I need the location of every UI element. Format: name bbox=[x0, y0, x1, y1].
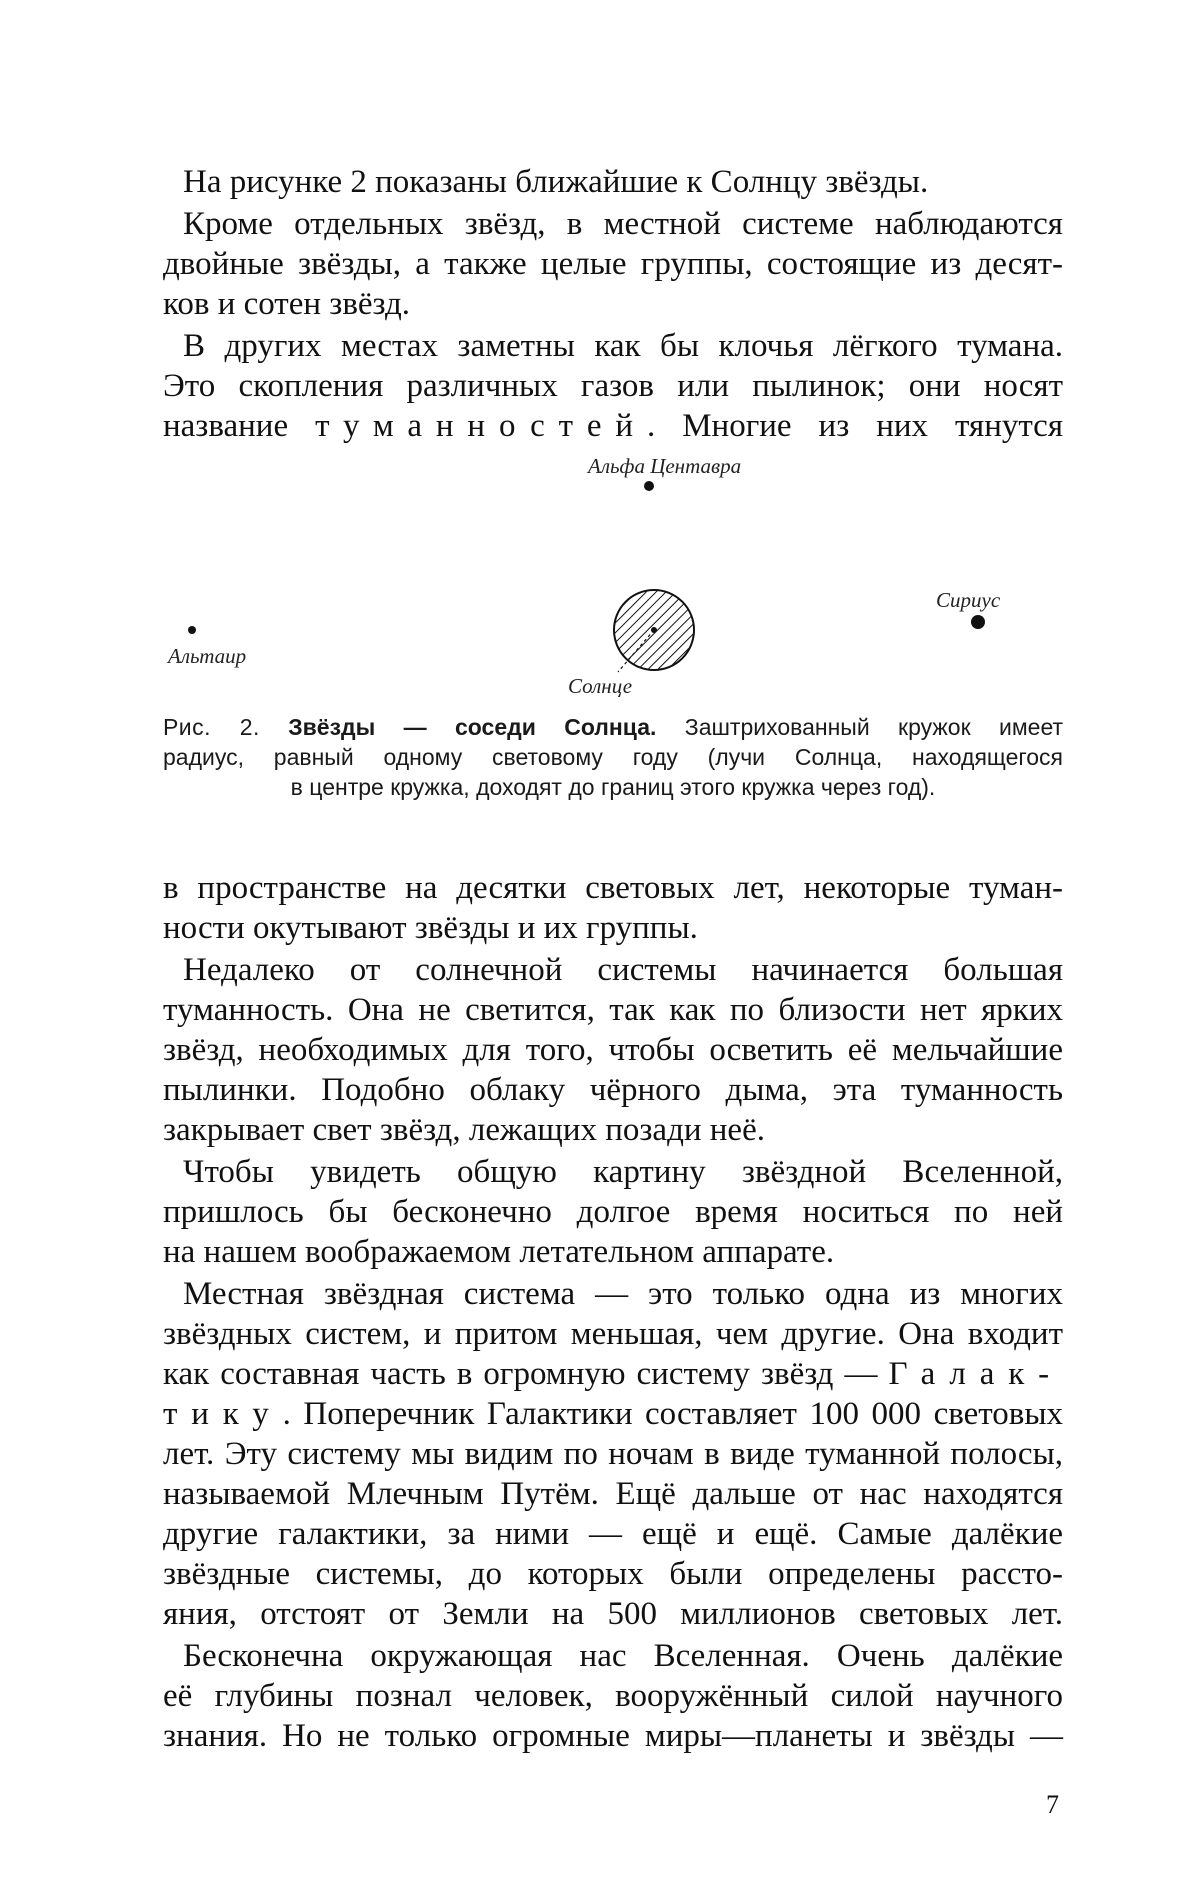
text-line: её глубины познал человек, вооружённый силой научного bbox=[163, 1676, 1063, 1716]
text-line: яния, отстоят от Земли на 500 миллионов световых лет. bbox=[163, 1594, 1063, 1634]
text-fragment: . Поперечник Галактики составляет 100 000 световых bbox=[283, 1396, 1063, 1432]
text-line bbox=[163, 1394, 1063, 1434]
text-line: называемой Млечным Путём. Ещё дальше от нас находятся bbox=[163, 1474, 1063, 1514]
altair-star-icon bbox=[188, 626, 196, 634]
text-line: Местная звёздная система — это только одна из многих bbox=[183, 1274, 1063, 1314]
text-line: звёздных систем, и притом меньшая, чем другие. Она входит bbox=[163, 1314, 1063, 1354]
text-line: туманность. Она не светится, так как по близости нет ярких bbox=[163, 990, 1063, 1030]
label-sirius: Сириус bbox=[936, 588, 1000, 612]
text-fragment: . Многие из них тянутся bbox=[647, 408, 1063, 444]
label-sun: Солнце bbox=[568, 674, 632, 698]
text-line: закрывает свет звёзд, лежащих позади неё. bbox=[163, 1110, 1063, 1150]
caption-number: Рис. 2. bbox=[163, 714, 260, 740]
text-line: На рисунке 2 показаны ближайшие к Солнцу звёзды. bbox=[183, 162, 1063, 202]
caption-title: Звёзды — соседи Солнца. bbox=[288, 714, 656, 740]
figure-caption bbox=[163, 712, 1063, 742]
book-page bbox=[0, 0, 1200, 1880]
alpha-centauri-star-icon bbox=[644, 481, 654, 491]
label-alpha-centauri: Альфа Центавра bbox=[588, 454, 741, 478]
text-line: другие галактики, за ними — ещё и ещё. Самые далёкие bbox=[163, 1514, 1063, 1554]
text-line: звёздные системы, до которых были определены рассто- bbox=[163, 1554, 1063, 1594]
text-line: Бесконечна окружающая нас Вселенная. Очень далёкие bbox=[183, 1636, 1063, 1676]
text-line: двойные звёзды, а также целые группы, состоящие из десят- bbox=[163, 244, 1063, 284]
text-line: ности окутывают звёзды и их группы. bbox=[163, 908, 1063, 948]
text-line: ков и сотен звёзд. bbox=[163, 284, 1063, 324]
text-line: пылинки. Подобно облаку чёрного дыма, эта туманность bbox=[163, 1070, 1063, 1110]
text-line: В других местах заметны как бы клочья лёгкого тумана. bbox=[183, 326, 1063, 366]
text-line: Недалеко от солнечной системы начинается большая bbox=[183, 950, 1063, 990]
caption-line: в центре кружка, доходят до границ этого кружка через год). bbox=[163, 772, 1063, 802]
star-map-diagram bbox=[0, 0, 1200, 720]
caption-line: радиус, равный одному световому году (лучи Солнца, находящегося bbox=[163, 742, 1063, 772]
sirius-star-icon bbox=[971, 615, 985, 629]
emphasized-term: Галак- bbox=[889, 1356, 1064, 1392]
text-line: в пространстве на десятки световых лет, некоторые туман- bbox=[163, 868, 1063, 908]
text-line: Чтобы увидеть общую картину звёздной Вселенной, bbox=[183, 1152, 1063, 1192]
text-line: звёзд, необходимых для того, чтобы осветить её мельчайшие bbox=[163, 1030, 1063, 1070]
text-line: знания. Но не только огромные миры—планеты и звёзды — bbox=[163, 1716, 1063, 1756]
caption-text: Заштрихованный кружок имеет bbox=[685, 714, 1063, 740]
text-line: на нашем воображаемом летательном аппарате. bbox=[163, 1232, 1063, 1272]
text-fragment: как составная часть в огромную систему звёзд — bbox=[163, 1356, 877, 1392]
emphasized-term: тику bbox=[163, 1396, 283, 1432]
text-line bbox=[163, 1354, 1063, 1394]
text-line: Кроме отдельных звёзд, в местной системе наблюдаются bbox=[183, 204, 1063, 244]
text-fragment: название bbox=[163, 408, 288, 444]
emphasized-term: туманностей bbox=[315, 408, 647, 444]
text-line: Это скопления различных газов или пылинок; они носят bbox=[163, 366, 1063, 406]
page-number: 7 bbox=[1046, 1790, 1059, 1820]
label-altair: Альтаир bbox=[168, 644, 246, 668]
text-line: пришлось бы бесконечно долгое время носиться по ней bbox=[163, 1192, 1063, 1232]
text-line: лет. Эту систему мы видим по ночам в виде туманной полосы, bbox=[163, 1434, 1063, 1474]
